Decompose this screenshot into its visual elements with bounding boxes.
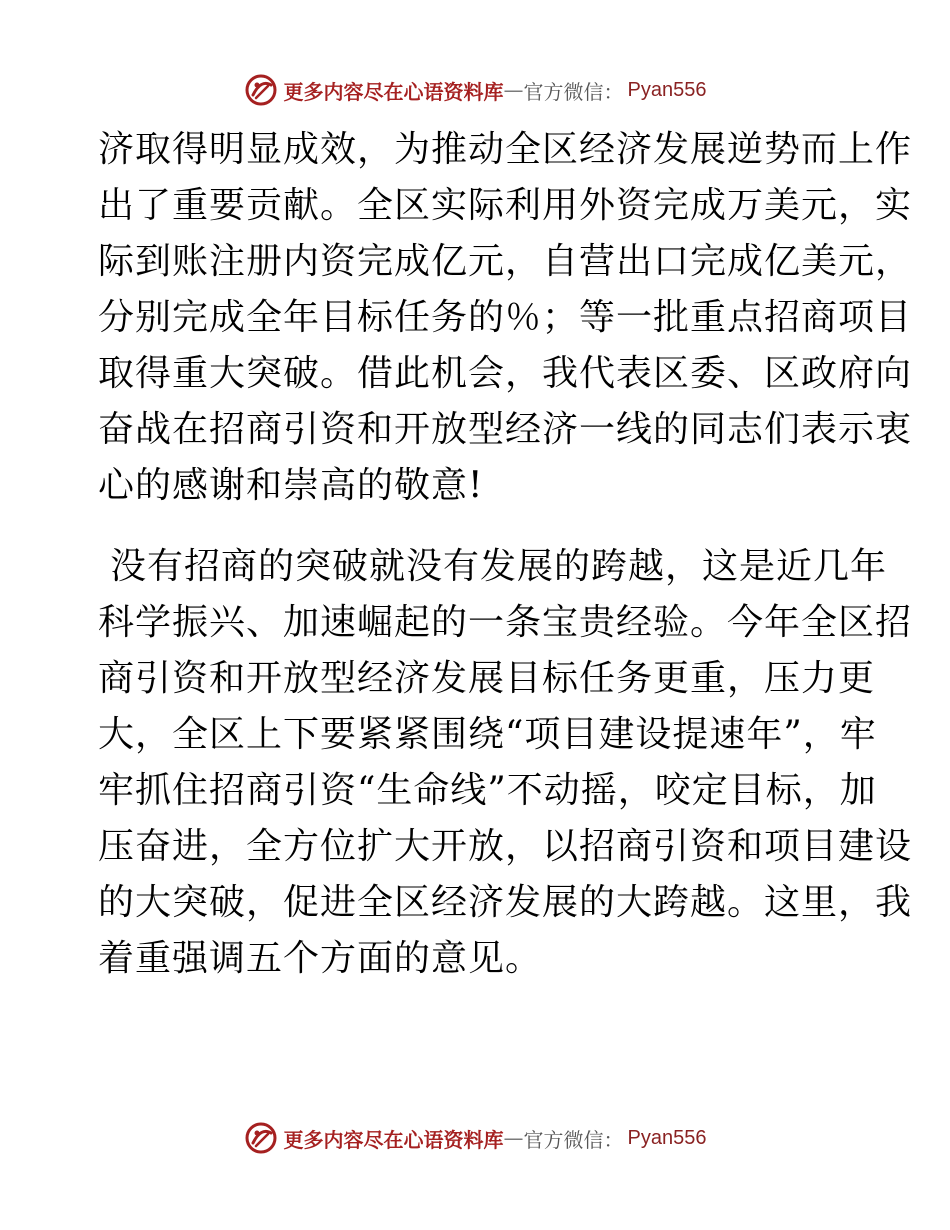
text-line: 大，全区上下要紧紧围绕“项目建设提速年”，牢 bbox=[98, 714, 877, 755]
text-line: 的大突破，促进全区经济发展的大跨越。这里，我 bbox=[98, 882, 913, 923]
footer-wechat-label: 官方微信： bbox=[523, 1127, 624, 1152]
text-line: 分别完成全年目标任务的％；等一批重点招商项目 bbox=[98, 297, 913, 338]
paragraph-1 bbox=[98, 122, 913, 514]
text-line: 商引资和开放型经济发展目标任务更重，压力更 bbox=[98, 658, 876, 699]
header-wechat-id: Pyan556 bbox=[627, 78, 707, 101]
header-banner bbox=[0, 70, 950, 110]
text-line: 牢抓住招商引资“生命线”不动摇，咬定目标，加 bbox=[98, 770, 877, 811]
text-line: 没有招商的突破就没有发展的跨越，这是近几年 bbox=[110, 546, 888, 587]
text-line: 取得重大突破。借此机会，我代表区委、区政府向 bbox=[98, 353, 913, 394]
header-brand-text: 更多内容尽在心语资料库 bbox=[283, 79, 504, 104]
footer-banner bbox=[0, 1118, 950, 1158]
paragraph-2 bbox=[98, 539, 913, 987]
document-body bbox=[98, 122, 913, 987]
footer-separator: — bbox=[503, 1126, 524, 1150]
text-line: 着重强调五个方面的意见。 bbox=[98, 938, 543, 979]
text-line: 际到账注册内资完成亿元，自营出口完成亿美元， bbox=[98, 241, 913, 282]
brand-logo-icon bbox=[244, 73, 278, 107]
brand-logo-icon bbox=[244, 1121, 278, 1155]
text-line: 心的感谢和崇高的敬意! bbox=[98, 465, 484, 506]
text-line: 出了重要贡献。全区实际利用外资完成万美元，实 bbox=[98, 185, 913, 226]
text-line: 压奋进，全方位扩大开放，以招商引资和项目建设 bbox=[98, 826, 913, 867]
paragraph-gap bbox=[98, 514, 858, 539]
footer-brand-text: 更多内容尽在心语资料库 bbox=[283, 1127, 504, 1152]
header-wechat-label: 官方微信： bbox=[523, 79, 624, 104]
text-line: 科学振兴、加速崛起的一条宝贵经验。今年全区招 bbox=[98, 602, 913, 643]
header-separator: — bbox=[503, 78, 524, 102]
footer-wechat-id: Pyan556 bbox=[627, 1126, 707, 1149]
text-line: 奋战在招商引资和开放型经济一线的同志们表示衷 bbox=[98, 409, 913, 450]
text-line: 济取得明显成效，为推动全区经济发展逆势而上作 bbox=[98, 129, 913, 170]
